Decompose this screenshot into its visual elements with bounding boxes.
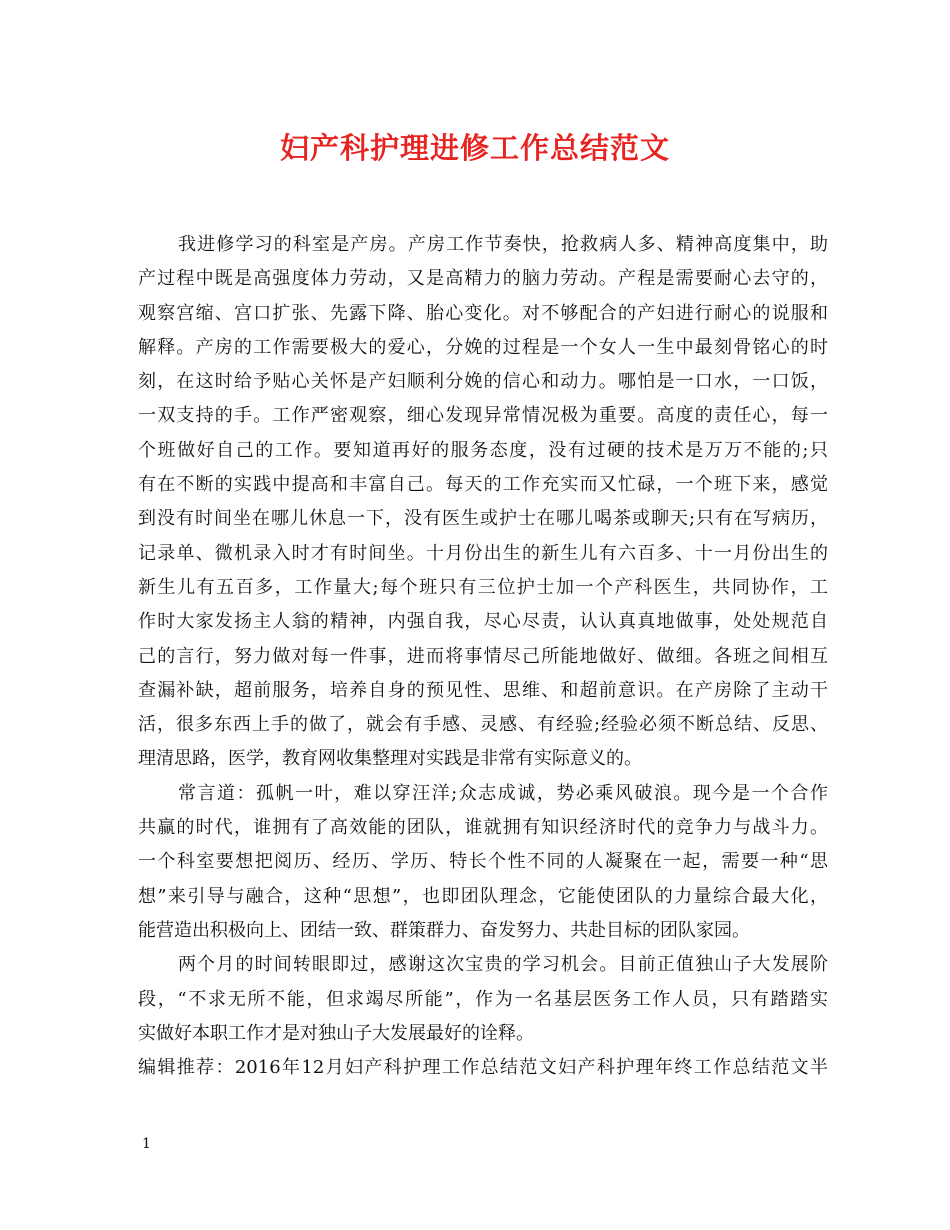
- body-line: 一双支持的手。工作严密观察，细心发现异常情况极为重要。高度的责任心，每一: [138, 405, 828, 427]
- body-line: 产过程中既是高强度体力劳动，又是高精力的脑力劳动。产程是需要耐心去守的，: [138, 268, 828, 290]
- body-line: 能营造出积极向上、团结一致、群策群力、奋发努力、共赴目标的团队家园。: [138, 919, 750, 941]
- body-line: 己的言行，努力做对每一件事，进而将事情尽己所能地做好、做细。各班之间相互: [138, 645, 828, 667]
- body-line: 活，很多东西上手的做了，就会有手感、灵感、有经验;经验必须不断总结、反思、: [138, 714, 828, 736]
- body-line: 实做好本职工作才是对独山子大发展最好的诠释。: [138, 1022, 534, 1044]
- body-line: 一个科室要想把阅历、经历、学历、特长个性不同的人凝聚在一起，需要一种“思: [138, 851, 828, 873]
- document-title: 妇产科护理进修工作总结范文: [279, 131, 670, 165]
- body-line: 理清思路，医学，教育网收集整理对实践是非常有实际意义的。: [138, 748, 642, 770]
- document-body: [138, 228, 828, 1085]
- body-line: 解释。产房的工作需要极大的爱心，分娩的过程是一个女人一生中最刻骨铭心的时: [138, 336, 828, 358]
- body-line: 共赢的时代，谁拥有了高效能的团队，谁就拥有知识经济时代的竞争力与战斗力。: [138, 817, 828, 839]
- body-line: 作时大家发扬主人翁的精神，内强自我，尽心尽责，认认真真地做事，处处规范自: [138, 611, 828, 633]
- body-line: 两个月的时间转眼即过，感谢这次宝贵的学习机会。目前正值独山子大发展阶: [178, 954, 828, 976]
- body-line: 新生儿有五百多，工作量大;每个班只有三位护士加一个产科医生，共同协作，工: [138, 576, 828, 598]
- editor-recommendation-line: 编辑推荐：2016年12月妇产科护理工作总结范文妇产科护理年终工作总结范文半: [138, 1057, 828, 1079]
- body-line: 我进修学习的科室是产房。产房工作节奏快，抢救病人多、精神高度集中，助: [178, 234, 828, 255]
- body-line: 观察宫缩、宫口扩张、先露下降、胎心变化。对不够配合的产妇进行耐心的说服和: [138, 302, 828, 324]
- body-line: 到没有时间坐在哪儿休息一下，没有医生或护士在哪儿喝茶或聊天;只有在写病历，: [138, 508, 828, 530]
- body-line: 刻，在这时给予贴心关怀是产妇顺利分娩的信心和动力。哪怕是一口水，一口饭，: [138, 371, 828, 393]
- body-line: 记录单、微机录入时才有时间坐。十月份出生的新生儿有六百多、十一月份出生的: [138, 542, 828, 564]
- body-line: 常言道：孤帆一叶，难以穿汪洋;众志成诚，势必乘风破浪。现今是一个合作: [178, 782, 828, 804]
- page-number: 1: [142, 1136, 151, 1152]
- body-line: 段，“不求无所不能，但求竭尽所能”，作为一名基层医务工作人员，只有踏踏实: [138, 988, 828, 1010]
- body-line: 查漏补缺，超前服务，培养自身的预见性、思维、和超前意识。在产房除了主动干: [138, 679, 828, 701]
- body-line: 个班做好自己的工作。要知道再好的服务态度，没有过硬的技术是万万不能的;只: [138, 439, 828, 461]
- body-line: 有在不断的实践中提高和丰富自己。每天的工作充实而又忙碌，一个班下来，感觉: [138, 474, 828, 496]
- body-line: 想”来引导与融合，这种“思想”，也即团队理念，它能使团队的力量综合最大化，: [138, 885, 828, 907]
